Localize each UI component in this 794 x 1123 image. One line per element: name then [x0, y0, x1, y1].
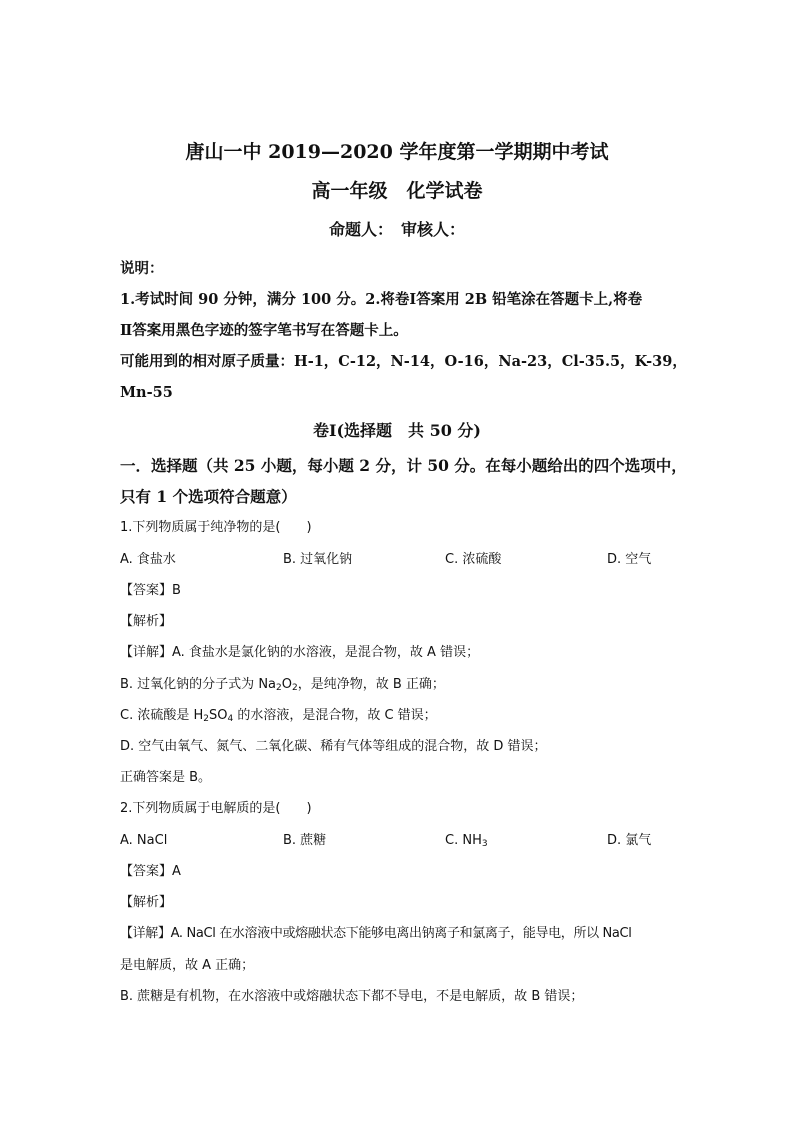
section-heading-2: 只有 1 个选项符合题意）: [120, 487, 297, 506]
q1-option-d: D. 空气: [607, 552, 652, 567]
instructions-line-1: 1.考试时间 90 分钟，满分 100 分。2.将卷Ⅰ答案用 2B 铅笔涂在答题卡上,将卷: [120, 291, 643, 308]
q2-option-a: A. NaCl: [120, 833, 168, 848]
q2-option-b: B. 蔗糖: [283, 833, 327, 848]
q2-option-c: C. $NH_3$: [445, 833, 488, 849]
q1-stem: 1.下列物质属于纯净物的是( ): [120, 520, 312, 535]
q1-detail-4: D. 空气由氧气、氮气、二氧化碳、稀有气体等组成的混合物，故 D 错误；: [120, 739, 547, 754]
q2-detail-2: 是电解质，故 A 正确；: [120, 958, 255, 973]
atomic-mass-line-2: Mn-55: [120, 384, 173, 401]
section-heading-1: 一．选择题（共 25 小题，每小题 2 分，计 50 分。在每小题给出的四个选项中，: [120, 456, 687, 475]
q1-option-c: C. 浓硫酸: [445, 552, 502, 567]
q2-detail-3: B. 蔗糖是有机物，在水溶液中或熔融状态下都不导电，不是电解质，故 B 错误；: [120, 989, 584, 1004]
exam-title: 唐山一中 2019—2020 学年度第一学期期中考试: [185, 141, 609, 163]
q1-option-b: B. 过氧化钠: [283, 552, 353, 567]
q1-detail-3: C. 浓硫酸是 $H_2SO_4$ 的水溶液，是混合物，故 C 错误；: [120, 708, 437, 724]
q2-answer: 【答案】A: [120, 864, 181, 879]
exam-subtitle: 高一年级 化学试卷: [311, 180, 483, 202]
q1-answer: 【答案】B: [120, 583, 181, 598]
q1-option-a: A. 食盐水: [120, 552, 176, 567]
q1-conclusion: 正确答案是 B。: [120, 770, 212, 785]
authors-line: 命题人： 审核人：: [328, 220, 465, 239]
q2-option-d: D. 氯气: [607, 833, 652, 848]
q2-detail-1: 【详解】A. NaCl 在水溶液中或熔融状态下能够电离出钠离子和氯离子，能导电，所以 NaCl: [120, 926, 632, 941]
instructions-label: 说明：: [120, 260, 164, 277]
section-title: 卷Ⅰ(选择题 共 50 分): [312, 421, 482, 440]
atomic-mass-line: 可能用到的相对原子质量：H-1，C-12，N-14，O-16，Na-23，Cl-35.5，K-39，: [120, 353, 687, 370]
q2-stem: 2.下列物质属于电解质的是( ): [120, 801, 312, 816]
q1-detail-2: B. 过氧化钠的分子式为 $Na_2O_2$，是纯净物，故 B 正确；: [120, 677, 445, 693]
instructions-line-2: Ⅱ答案用黑色字迹的签字笔书写在答题卡上。: [120, 322, 408, 339]
q1-analysis-label: 【解析】: [120, 614, 173, 629]
q2-analysis-label: 【解析】: [120, 895, 173, 910]
q1-detail-1: 【详解】A. 食盐水是氯化钠的水溶液，是混合物，故 A 错误；: [120, 645, 480, 660]
